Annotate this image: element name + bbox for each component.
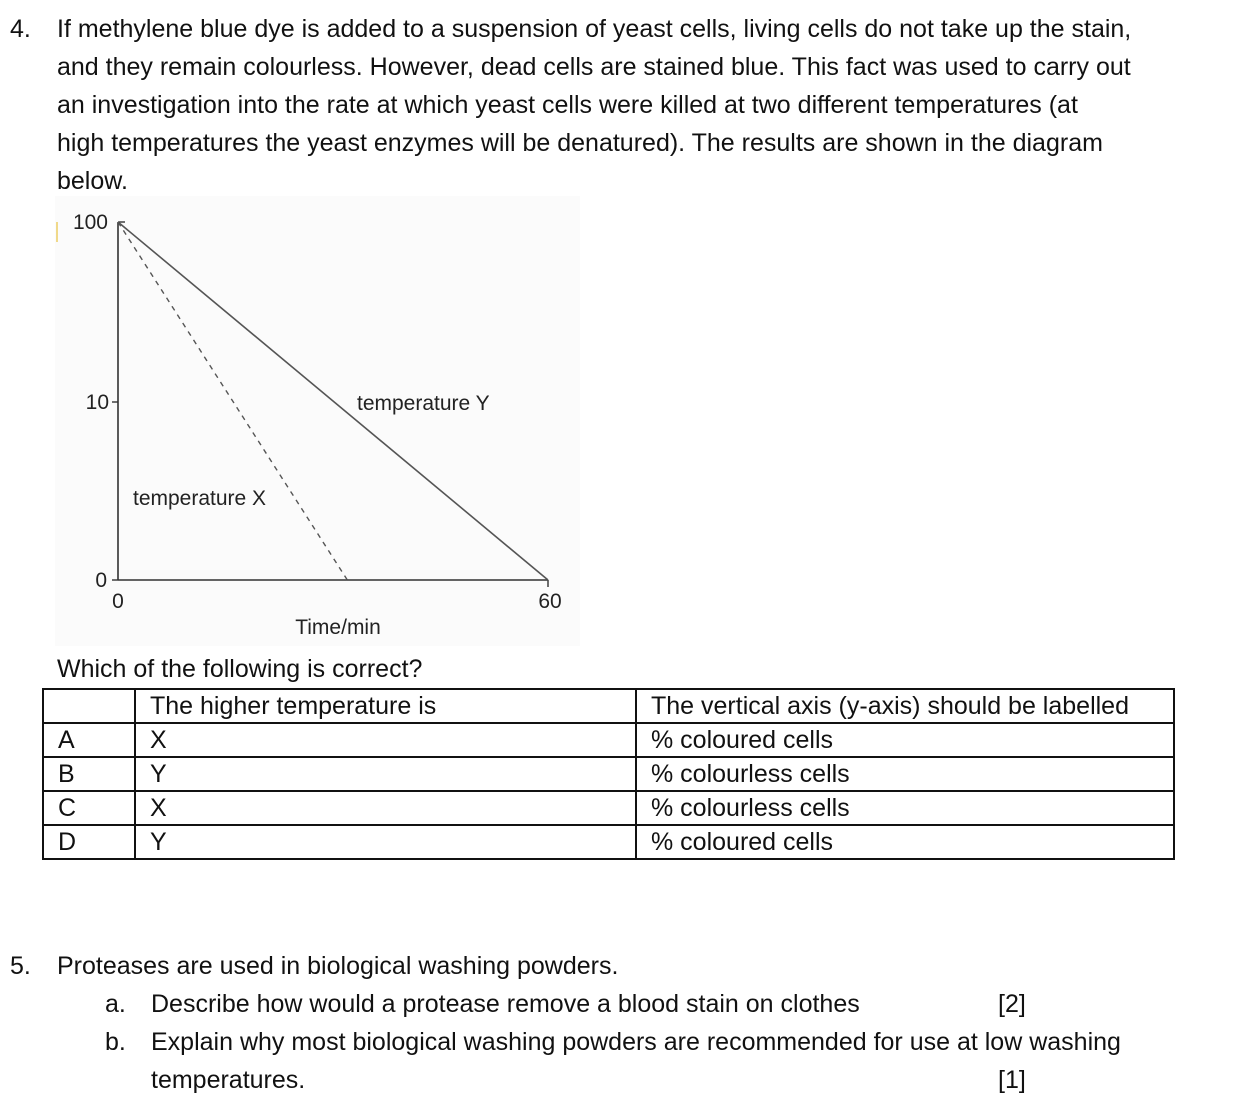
- table-cell-axis-label: % colourless cells: [636, 791, 1174, 825]
- series-label-temperature-x: temperature X: [133, 487, 267, 510]
- table-cell-option: D: [43, 825, 135, 859]
- question-4-line: high temperatures the yeast enzymes will be denatured). The results are shown in the diagram: [57, 129, 1103, 157]
- question-5-text: Proteases are used in biological washing powders.: [57, 952, 619, 980]
- table-cell-temperature: Y: [135, 757, 636, 791]
- table-row: [43, 723, 1174, 757]
- part-a-marks: [2]: [998, 990, 1026, 1018]
- question-5-number: 5.: [10, 952, 31, 980]
- table-row: [43, 791, 1174, 825]
- series-label-temperature-y: temperature Y: [357, 392, 490, 415]
- table-row: [43, 825, 1174, 859]
- table-cell-option: B: [43, 757, 135, 791]
- part-b-marks: [1]: [998, 1066, 1026, 1094]
- part-b-letter: b.: [105, 1028, 126, 1056]
- table-cell-temperature: Y: [135, 825, 636, 859]
- part-b-text-continued: temperatures.: [151, 1066, 306, 1094]
- table-row: [43, 757, 1174, 791]
- y-tick-label-0: 0: [95, 569, 107, 592]
- table-cell-axis-label: % coloured cells: [636, 723, 1174, 757]
- table-cell-temperature: X: [135, 723, 636, 757]
- part-a-letter: a.: [105, 990, 126, 1018]
- x-tick-label-60: 60: [538, 590, 562, 613]
- question-4-text: [57, 10, 1207, 200]
- question-4-number: 4.: [10, 15, 31, 43]
- yeast-death-chart: [55, 196, 580, 646]
- table-cell-axis-label: % colourless cells: [636, 757, 1174, 791]
- x-tick-label-0: 0: [112, 590, 124, 613]
- table-header-row: [43, 689, 1174, 723]
- table-cell-option: A: [43, 723, 135, 757]
- table-header-cell: [43, 689, 135, 723]
- table-cell-temperature: X: [135, 791, 636, 825]
- part-a-text: Describe how would a protease remove a blood stain on clothes: [151, 990, 860, 1018]
- table-cell-axis-label: % coloured cells: [636, 825, 1174, 859]
- question-4-line: and they remain colourless. However, dead cells are stained blue. This fact was used to carry out: [57, 53, 1131, 81]
- x-axis-label: Time/min: [295, 616, 381, 639]
- table-header-cell: The vertical axis (y-axis) should be labelled: [636, 689, 1174, 723]
- chart-svg: [55, 196, 580, 646]
- question-4-line: an investigation into the rate at which yeast cells were killed at two different temperatures (at: [57, 91, 1078, 119]
- question-4-line: If methylene blue dye is added to a suspension of yeast cells, living cells do not take up the stain,: [57, 15, 1132, 43]
- y-tick-label-100: 100: [72, 211, 108, 234]
- chart-background: [55, 196, 580, 646]
- table-cell-option: C: [43, 791, 135, 825]
- y-tick-label-10: 10: [85, 391, 109, 414]
- question-4-prompt: Which of the following is correct?: [57, 655, 423, 683]
- answer-table: [42, 688, 1175, 860]
- table-header-cell: The higher temperature is: [135, 689, 636, 723]
- question-4-line: below.: [57, 167, 128, 195]
- part-b-text: Explain why most biological washing powders are recommended for use at low washing: [151, 1028, 1121, 1056]
